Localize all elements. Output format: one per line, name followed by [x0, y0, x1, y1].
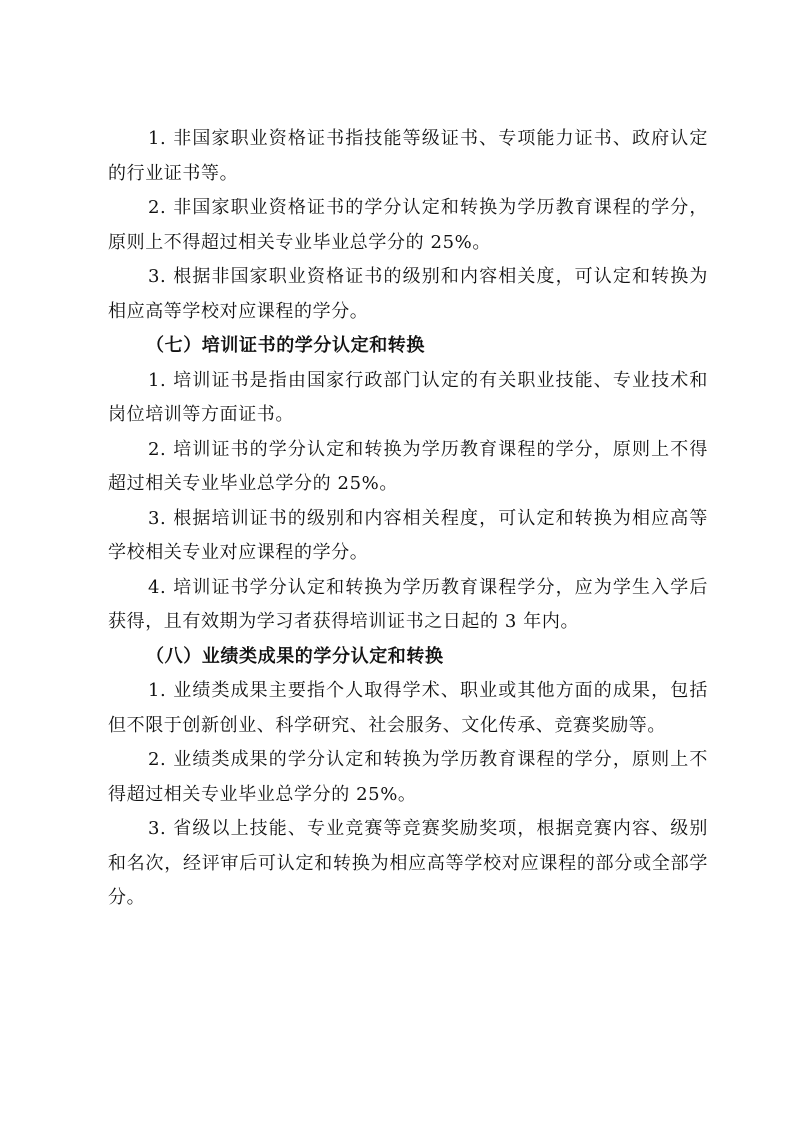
paragraph-s6-3: 3. 根据非国家职业资格证书的级别和内容相关度，可认定和转换为相应高等学校对应课程的学分。	[108, 266, 708, 322]
document-page	[108, 122, 708, 916]
paragraph-s7-1: 1. 培训证书是指由国家行政部门认定的有关职业技能、专业技术和岗位培训等方面证书。	[108, 369, 708, 425]
section-8-heading: （八）业绩类成果的学分认定和转换	[146, 645, 444, 667]
paragraph-s7-2: 2. 培训证书的学分认定和转换为学历教育课程的学分，原则上不得超过相关专业毕业总学分的 25%。	[108, 438, 708, 494]
paragraph-s8-3: 3. 省级以上技能、专业竞赛等竞赛奖励奖项，根据竞赛内容、级别和名次，经评审后可认定和转换为相应高等学校对应课程的部分或全部学分。	[108, 818, 708, 908]
section-7-heading: （七）培训证书的学分认定和转换	[146, 335, 425, 356]
paragraph-s6-1: 1. 非国家职业资格证书指技能等级证书、专项能力证书、政府认定的行业证书等。	[108, 128, 708, 184]
paragraph-s6-2: 2. 非国家职业资格证书的学分认定和转换为学历教育课程的学分，原则上不得超过相关专业毕业总学分的 25%。	[108, 197, 708, 253]
paragraph-s7-3: 3. 根据培训证书的级别和内容相关程度，可认定和转换为相应高等学校相关专业对应课程的学分。	[108, 507, 708, 563]
paragraph-s7-4: 4. 培训证书学分认定和转换为学历教育课程学分，应为学生入学后获得，且有效期为学习者获得培训证书之日起的 3 年内。	[108, 576, 708, 632]
paragraph-s8-1: 1. 业绩类成果主要指个人取得学术、职业或其他方面的成果，包括但不限于创新创业、科学研究、社会服务、文化传承、竞赛奖励等。	[108, 680, 708, 736]
paragraph-s8-2: 2. 业绩类成果的学分认定和转换为学历教育课程的学分，原则上不得超过相关专业毕业总学分的 25%。	[108, 749, 708, 805]
